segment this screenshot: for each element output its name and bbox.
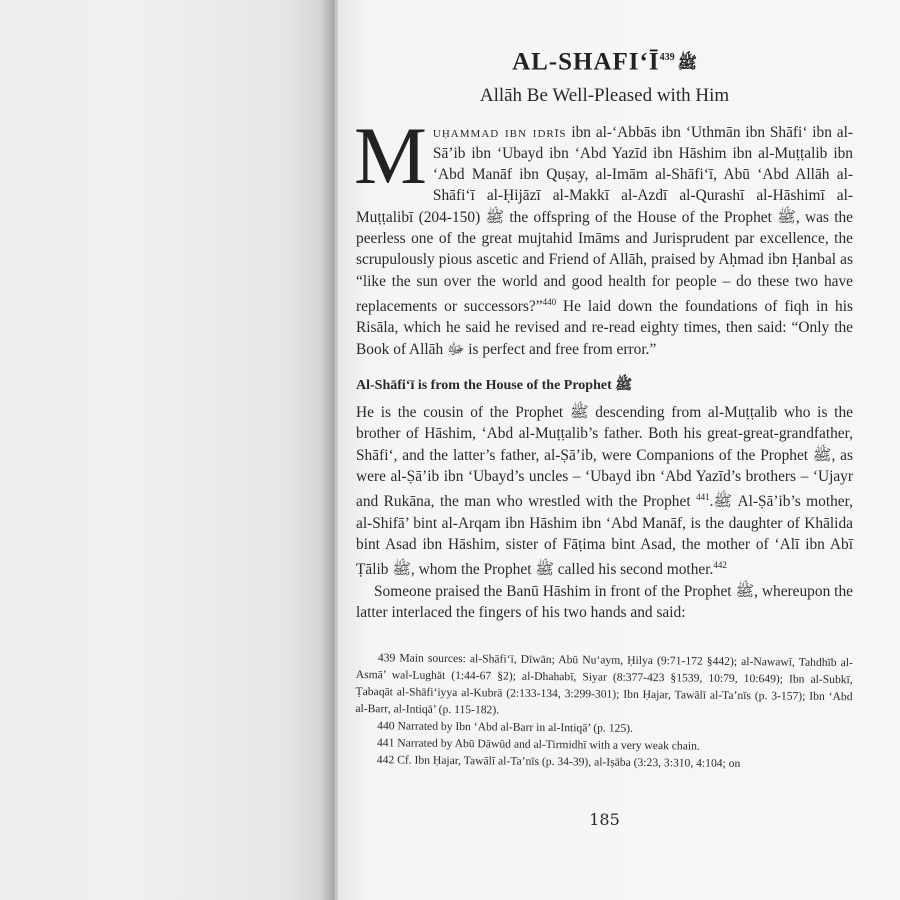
chapter-subtitle: Allāh Be Well-Pleased with Him	[479, 84, 730, 106]
intro-paragraph	[354, 109, 854, 360]
footnote-ref-441: 441	[696, 492, 710, 503]
intro-text: ibn al-‘Abbās ibn ‘Uthmān ibn Shāfi‘ ibn al-Sā’ib ibn ‘Ubayd ibn ‘Abd Yazīd ibn Hāshim ibn al-Muṭṭalib ibn ‘Abd Manāf ibn Quṣay, al-Imām al-Shāfi‘ī, Abū ‘Abd Allāh al-Shāfi‘ī al-Ḥijāzī al-Makkī al-Azdī al-Qurashī al-Hāshimī al-Muṭṭalibī ﷺ (150-204) the offspring of the House of the Prophet ﷺ, was the peerless one of the great mujtahid Imāms and Jurisprudent par excellence, the scrupulously pious ascetic and Friend of Allāh, praised by Aḥmad ibn Ḥanbal as “like the sun over the world and good health for people – do these two have replacements or successors?”	[356, 123, 854, 316]
page-content	[354, 42, 854, 771]
footnote-442: 442 Cf. Ibn Ḥajar, Tawālī al-Ta’nīs (p. 34-39), al-Iṣāba (3:23, 3:310, 4:104; on	[376, 753, 741, 771]
house-text-b: Al-Ṣā’ib’s mother, al-Shifā’ bint al-Arqam ibn Hāshim ibn ‘Abd Manāf, is the daughter of Khālida bint Asad ibn Hāshim, sister of Fāṭima bint Asad, the mother of ‘Alī ibn Abī Ṭālib ﷺ, whom the Prophet ﷺ called his second mother.	[356, 493, 853, 579]
title-text: AL-SHAFI‘Ī	[512, 48, 660, 76]
page-number: 185	[589, 810, 620, 829]
footnote-ref-442: 442	[713, 560, 727, 571]
footnote-440: 440 Narrated by Ibn ‘Abd al-Barr in al-Intiqā’ (p. 125).	[377, 719, 633, 736]
footnote-441: 441 Narrated by Abū Dāwūd and al-Tirmidhī with a very weak chain.	[376, 736, 700, 753]
praise-paragraph: Someone praised the Banū Hāshim in front of the Prophet ﷺ, whereupon the latter interlaced the fingers of his two hands and said:	[356, 582, 853, 621]
honorific-icon: ﷺ	[677, 54, 697, 72]
house-paragraph	[356, 402, 853, 581]
section-heading: Al-Shāfi‘ī is from the House of the Prophet ﷺ	[356, 377, 633, 393]
left-page	[0, 0, 335, 900]
drop-cap: M	[354, 109, 427, 201]
chapter-title	[356, 42, 853, 80]
house-text-a: He is the cousin of the Prophet ﷺ descending from al-Muṭṭalib who is the brother of Hāshim, ‘Abd al-Muṭṭalib’s father. Both his great-great-grandfather, Shāfi‘, and the latter’s father, al-Ṣā’ib, were Companions of the Prophet ﷺ, as were al-Ṣā’ib ibn ‘Ubayd’s uncles – ‘Ubayd ibn ‘Abd Yazīd’s brothers – ‘Ujayr and Rukāna, the man who wrestled with the Prophet ﷺ.	[356, 403, 853, 511]
footnote-ref-440: 440	[542, 296, 557, 307]
intro-lead: uḥammad ibn idrīs	[432, 123, 567, 141]
intro-text-2: He laid down the foundations of fiqh in his Risāla, which he said he revised and re-read eighty times, then said: “Only the Book of Allāh ﷻ is perfect and free from error.”	[356, 298, 853, 358]
title-footnote-ref: 439	[659, 52, 675, 63]
footnote-439: 439 Main sources: al-Shāfi‘ī, Dīwān; Abū Nu‘aym, Ḥilya (9:71-172 §442); al-Nawawī, Tahdhīb al-Asmā’ wal-Lughāt (1:44-67 §2); al-Dhahabī, Siyar (8:377-423 §1539, 10:79, 10:649); Ibn al-Subkī, Ṭabaqāt al-Shāfi‘iyya al-Kubrā (2:133-134, 3:299-301); Ibn Ḥajar, Tawālī al-Ta’nīs (p. 3-157); Ibn ‘Abd al-Barr, al-Intiqā’ (p. 115-182).	[355, 651, 853, 717]
right-page	[338, 0, 900, 900]
footnotes	[355, 649, 853, 773]
